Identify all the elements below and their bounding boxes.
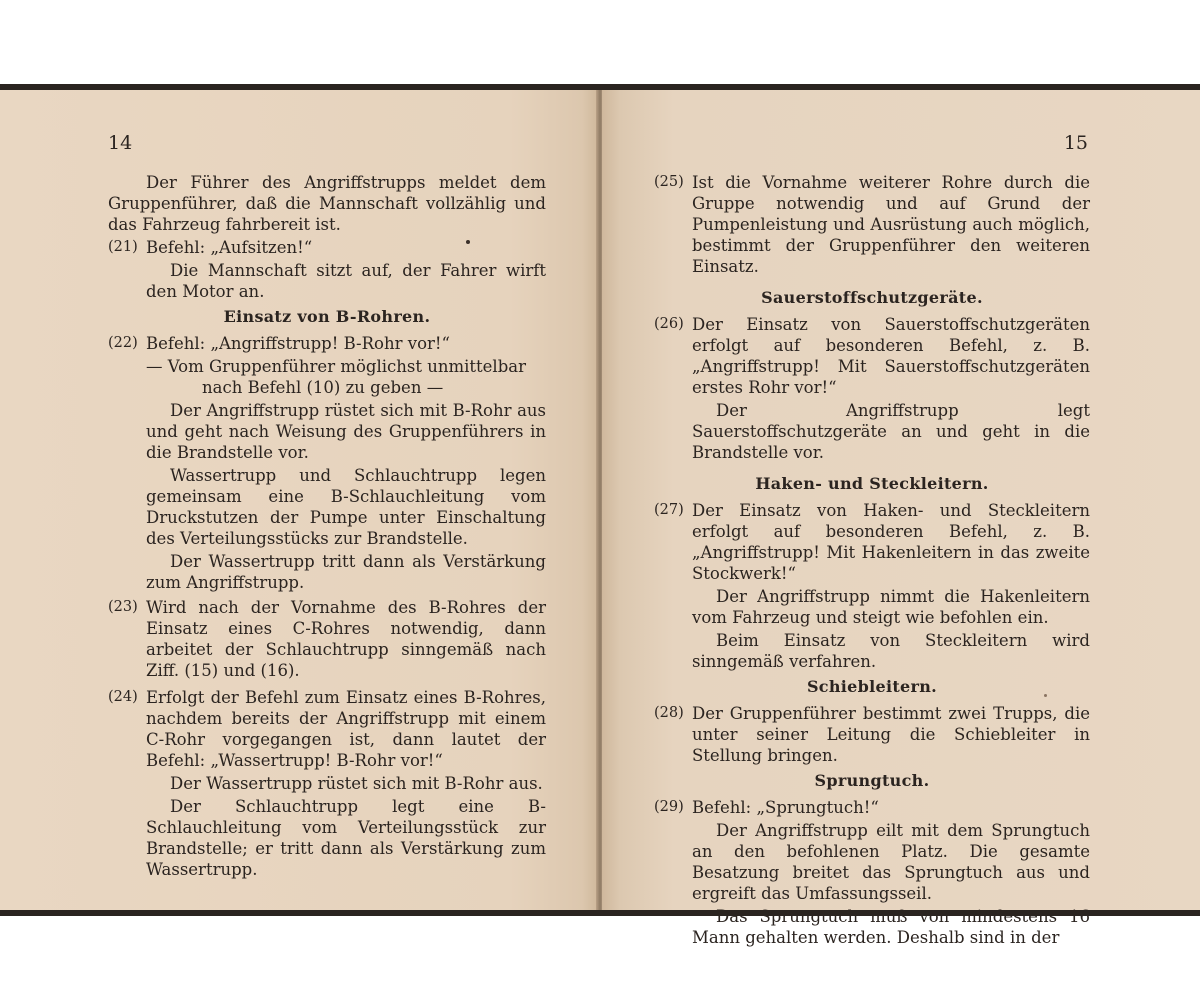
left-page <box>0 90 600 910</box>
paragraph-27 <box>654 500 1090 584</box>
note-line-2: nach Befehl (10) zu geben — <box>202 378 444 397</box>
left-page-content <box>108 172 546 882</box>
section-heading-sauerstoff: Sauerstoffschutzgeräte. <box>761 288 983 307</box>
ink-speck <box>1044 694 1047 697</box>
paragraph-27-follow-2: Beim Einsatz von Steckleitern wird sinngemäß verfahren. <box>692 631 1090 671</box>
paragraph-21 <box>108 237 546 258</box>
paragraph-21-follow: Die Mannschaft sitzt auf, der Fahrer wirft den Motor an. <box>146 261 546 301</box>
section-heading-schiebleitern: Schiebleitern. <box>806 677 938 696</box>
paragraph-text: Ist die Vornahme weiterer Rohre durch die Gruppe notwendig und auf Grund der Pumpenleistung und Ausrüstung auch möglich, bestimmt der Gruppenführer den weiteren Einsatz. <box>692 173 1090 276</box>
right-page <box>602 90 1200 947</box>
section-heading-hakenleitern: Haken- und Steckleitern. <box>755 474 989 493</box>
paragraph-29-follow-1: Der Angriffstrupp eilt mit dem Sprungtuch an den befohlenen Platz. Die gesamte Besatzung breitet das Sprungtuch aus und ergreift das Umfassungsseil. <box>692 821 1090 903</box>
paragraph-29-follow-2: Das Sprungtuch muß von mindestens 16 Mann gehalten werden. Deshalb sind in der <box>692 907 1090 947</box>
command-text: Befehl: „Sprungtuch!“ <box>692 798 879 817</box>
paragraph-number: (22) <box>108 335 138 351</box>
paragraph-text: Der Einsatz von Haken- und Steckleitern erfolgt auf besonderen Befehl, z. B. „Angriffstrupp! Mit Hakenleitern in das zweite Stockwerk!“ <box>692 501 1090 583</box>
paragraph-22-follow-1: Der Angriffstrupp rüstet sich mit B-Rohr aus und geht nach Weisung des Gruppenführers in die Brandstelle vor. <box>146 401 546 462</box>
paragraph-text: Der Einsatz von Sauerstoffschutzgeräten erfolgt auf besonderen Befehl, z. B. „Angriffstrupp! Mit Sauerstoffschutzgeräten erstes Rohr vor!“ <box>692 315 1090 397</box>
section-heading-b-rohre: Einsatz von B-Rohren. <box>223 307 431 326</box>
paragraph-26 <box>654 314 1090 398</box>
paragraph-22-follow-2: Wassertrupp und Schlauchtrupp legen gemeinsam eine B-Schlauchleitung vom Druckstutzen der Pumpe unter Einschaltung des Verteilungsstücks zur Brandstelle. <box>146 466 546 548</box>
paragraph-24-follow-2: Der Schlauchtrupp legt eine B-Schlauchleitung vom Verteilungsstück zur Brandstelle; er tritt dann als Verstärkung zum Wassertrupp. <box>146 797 546 879</box>
paragraph-26-follow: Der Angriffstrupp legt Sauerstoffschutzgeräte an und geht in die Brandstelle vor. <box>692 401 1090 462</box>
paragraph-number: (26) <box>654 316 684 332</box>
intro-paragraph: Der Führer des Angriffstrupps meldet dem Gruppenführer, daß die Mannschaft vollzählig und das Fahrzeug fahrbereit ist. <box>108 173 546 234</box>
page-number-right: 15 <box>1063 132 1088 154</box>
section-heading-sprungtuch: Sprungtuch. <box>814 771 930 790</box>
paragraph-text: Der Gruppenführer bestimmt zwei Trupps, die unter seiner Leitung die Schiebleiter in Stellung bringen. <box>692 704 1090 765</box>
note-line-1: — Vom Gruppenführer möglichst unmittelbar <box>146 357 526 376</box>
paragraph-number: (28) <box>654 705 684 721</box>
paragraph-number: (27) <box>654 502 684 518</box>
paragraph-number: (23) <box>108 599 138 615</box>
paragraph-number: (24) <box>108 689 138 705</box>
ink-speck <box>466 240 470 244</box>
paragraph-22 <box>108 333 546 354</box>
paragraph-number: (25) <box>654 174 684 190</box>
paragraph-27-follow-1: Der Angriffstrupp nimmt die Hakenleitern vom Fahrzeug und steigt wie befohlen ein. <box>692 587 1090 627</box>
paragraph-number: (29) <box>654 799 684 815</box>
paragraph-22-follow-3: Der Wassertrupp tritt dann als Verstärkung zum Angriffstrupp. <box>146 552 546 592</box>
paragraph-text: Erfolgt der Befehl zum Einsatz eines B-Rohres, nachdem bereits der Angriffstrupp mit einem C-Rohr vorgegangen ist, dann lautet der Befehl: „Wassertrupp! B-Rohr vor!“ <box>146 688 546 770</box>
paragraph-24-follow-1: Der Wassertrupp rüstet sich mit B-Rohr aus. <box>170 774 543 793</box>
page-number-left: 14 <box>108 132 133 154</box>
paragraph-23 <box>108 597 546 681</box>
paragraph-number: (21) <box>108 239 138 255</box>
command-text: Befehl: „Aufsitzen!“ <box>146 238 313 257</box>
paragraph-22-note <box>146 356 546 398</box>
paragraph-25 <box>654 172 1090 277</box>
command-text: Befehl: „Angriffstrupp! B-Rohr vor!“ <box>146 334 450 353</box>
paragraph-24 <box>108 687 546 771</box>
paragraph-text: Wird nach der Vornahme des B-Rohres der Einsatz eines C-Rohres notwendig, dann arbeitet der Schlauchtrupp sinngemäß nach Ziff. (15) und (16). <box>146 598 546 680</box>
paragraph-29 <box>654 797 1090 818</box>
paragraph-28 <box>654 703 1090 766</box>
right-page-content <box>654 172 1090 950</box>
